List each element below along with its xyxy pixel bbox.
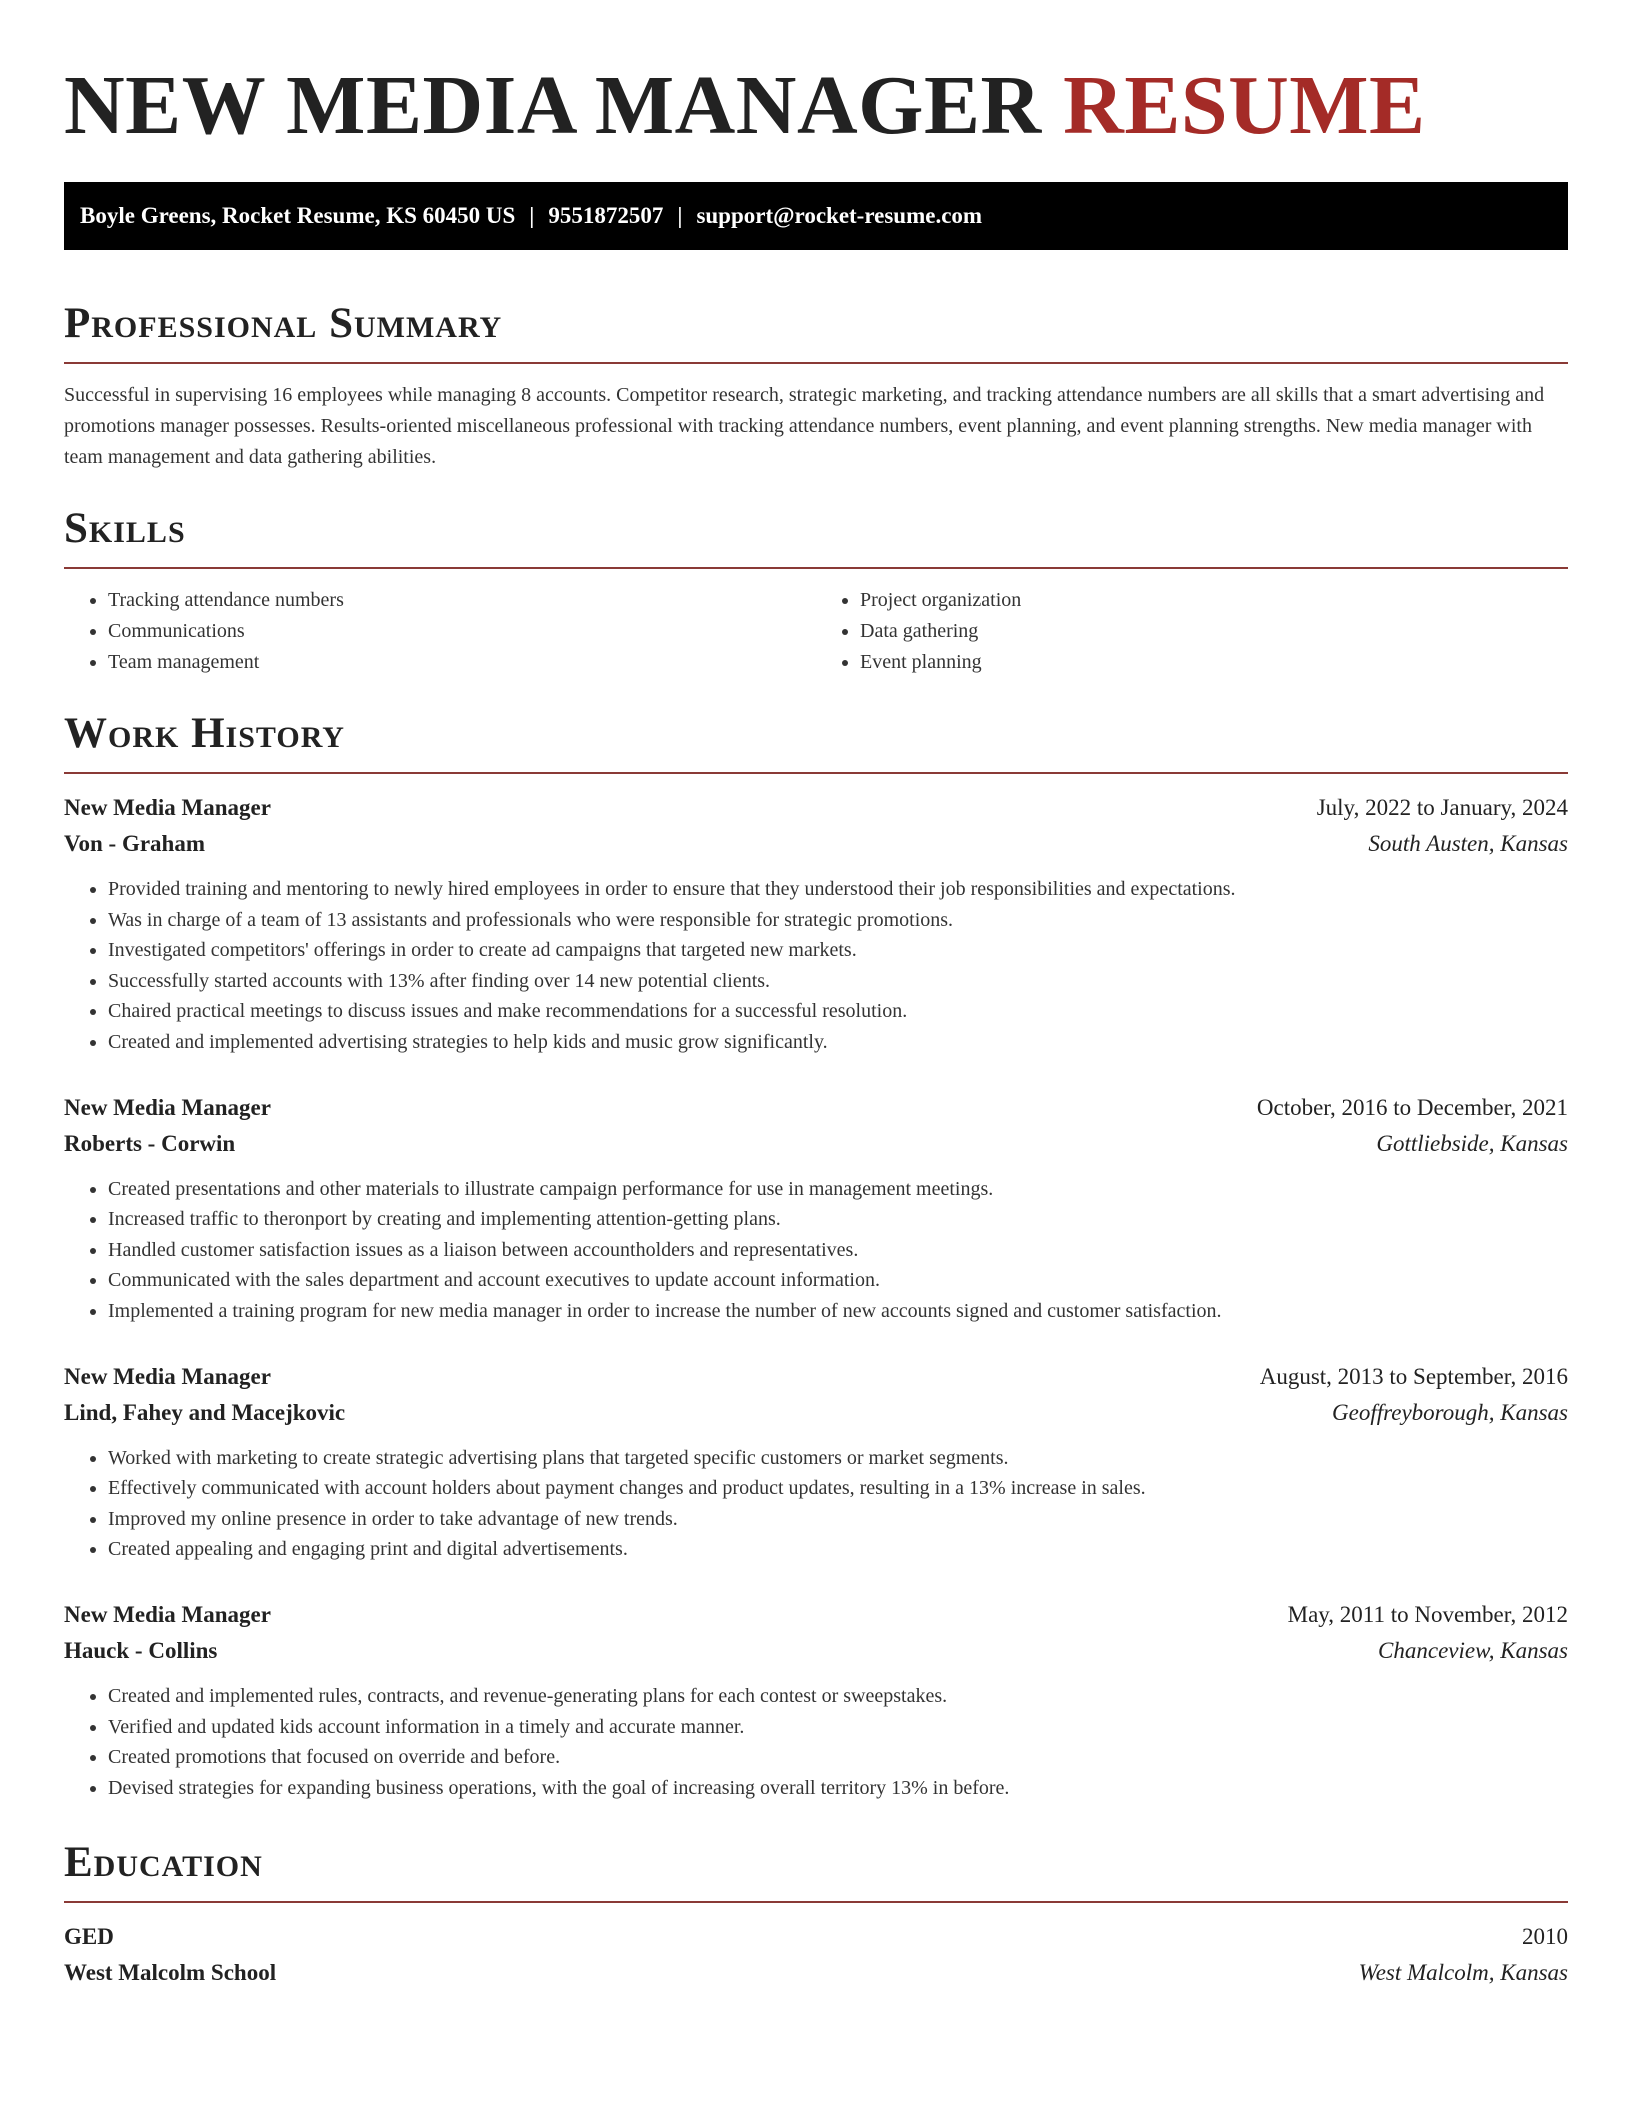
section-divider <box>64 567 1568 569</box>
job-bullet: • Handled customer satisfaction issues as a liaison between accountholders and representatives. <box>108 1235 1568 1266</box>
skills-heading: Skills <box>64 505 186 552</box>
job-header-row <box>64 1359 1568 1395</box>
job-entry <box>64 790 1568 1058</box>
skill-item: • Data gathering <box>860 616 1568 647</box>
job-header-row <box>64 1090 1568 1126</box>
summary-section <box>64 296 1568 473</box>
skill-item: • Team management <box>108 647 816 678</box>
education-header-row <box>64 1919 1568 1955</box>
job-entry <box>64 1359 1568 1565</box>
skills-column-right <box>816 585 1568 678</box>
job-location: Chanceview, Kansas <box>1378 1637 1568 1663</box>
job-bullet: • Was in charge of a team of 13 assistants and professionals who were responsible for strategic promotions. <box>108 905 1568 936</box>
skills-section <box>64 501 1568 678</box>
job-header-row <box>64 790 1568 826</box>
job-company: Hauck - Collins <box>64 1637 218 1663</box>
contact-email: support@rocket-resume.com <box>696 203 983 228</box>
education-school: West Malcolm School <box>64 1960 277 1986</box>
education-heading: Education <box>64 1839 263 1887</box>
job-company: Lind, Fahey and Macejkovic <box>64 1399 346 1425</box>
job-bullet: • Created appealing and engaging print and digital advertisements. <box>108 1534 1568 1565</box>
job-title: New Media Manager <box>64 1363 271 1389</box>
job-header-row <box>64 1597 1568 1633</box>
contact-bar <box>64 182 1568 250</box>
education-school-row <box>64 1955 1568 1991</box>
education-section <box>64 1835 1568 1991</box>
education-year: 2010 <box>1522 1924 1568 1950</box>
job-bullet: • Increased traffic to theronport by creating and implementing attention-getting plans. <box>108 1204 1568 1235</box>
section-divider <box>64 772 1568 774</box>
job-bullets <box>64 1681 1568 1803</box>
job-dates: July, 2022 to January, 2024 <box>1316 795 1568 820</box>
job-bullets <box>64 1174 1568 1327</box>
job-location: South Austen, Kansas <box>1368 831 1568 856</box>
job-location: Gottliebside, Kansas <box>1376 1130 1568 1156</box>
job-bullet: • Chaired practical meetings to discuss issues and make recommendations for a successful resolution. <box>108 996 1568 1027</box>
job-bullet: • Created promotions that focused on override and before. <box>108 1742 1568 1773</box>
job-company: Roberts - Corwin <box>64 1130 236 1156</box>
job-title: New Media Manager <box>64 1601 271 1627</box>
job-company-row <box>64 1126 1568 1162</box>
job-bullet: • Provided training and mentoring to newly hired employees in order to ensure that they understood their job responsibilities and expectations. <box>108 874 1568 905</box>
job-entry <box>64 1597 1568 1803</box>
job-dates: May, 2011 to November, 2012 <box>1287 1601 1568 1627</box>
contact-separator: | <box>677 203 683 228</box>
skill-item: • Project organization <box>860 585 1568 616</box>
job-bullet: • Implemented a training program for new media manager in order to increase the number of new accounts signed and customer satisfaction. <box>108 1296 1568 1327</box>
job-bullet: • Created and implemented advertising strategies to help kids and music grow significantly. <box>108 1027 1568 1058</box>
job-bullets <box>64 874 1568 1058</box>
skill-item: • Tracking attendance numbers <box>108 585 816 616</box>
job-company-row <box>64 1395 1568 1431</box>
job-dates: August, 2013 to September, 2016 <box>1259 1363 1568 1389</box>
job-company-row <box>64 1633 1568 1669</box>
title-accent: RESUME <box>1063 59 1426 152</box>
contact-phone: 9551872507 <box>548 203 664 228</box>
job-entry <box>64 1090 1568 1327</box>
job-bullet: • Investigated competitors' offerings in order to create ad campaigns that targeted new markets. <box>108 935 1568 966</box>
section-divider <box>64 1901 1568 1903</box>
contact-separator: | <box>529 203 535 228</box>
job-bullets <box>64 1443 1568 1565</box>
education-location: West Malcolm, Kansas <box>1358 1960 1568 1986</box>
work-history-section <box>64 706 1568 1803</box>
skill-item: • Communications <box>108 616 816 647</box>
job-company-row <box>64 826 1568 862</box>
job-company: Von - Graham <box>64 831 205 856</box>
contact-address: Boyle Greens, Rocket Resume, KS 60450 US <box>80 203 516 228</box>
job-bullet: • Devised strategies for expanding business operations, with the goal of increasing overall territory 13% in before. <box>108 1773 1568 1804</box>
job-title: New Media Manager <box>64 1094 271 1120</box>
job-bullet: • Created presentations and other materials to illustrate campaign performance for use in management meetings. <box>108 1174 1568 1205</box>
job-dates: October, 2016 to December, 2021 <box>1256 1094 1568 1120</box>
skills-list <box>64 585 1568 678</box>
job-bullet: • Effectively communicated with account holders about payment changes and product updates, resulting in a 13% increase in sales. <box>108 1473 1568 1504</box>
job-title: New Media Manager <box>64 795 271 820</box>
summary-heading: Professional Summary <box>64 300 503 347</box>
job-bullet: • Worked with marketing to create strategic advertising plans that targeted specific customers or market segments. <box>108 1443 1568 1474</box>
skill-item: • Event planning <box>860 647 1568 678</box>
job-bullet: • Improved my online presence in order to take advantage of new trends. <box>108 1504 1568 1535</box>
education-degree: GED <box>64 1924 114 1950</box>
skills-column-left <box>64 585 816 678</box>
section-divider <box>64 362 1568 364</box>
job-bullet: • Communicated with the sales department and account executives to update account information. <box>108 1265 1568 1296</box>
job-bullet: • Created and implemented rules, contracts, and revenue-generating plans for each contest or sweepstakes. <box>108 1681 1568 1712</box>
resume-title <box>64 56 1568 156</box>
work-history-heading: Work History <box>64 710 345 757</box>
job-bullet: • Verified and updated kids account information in a timely and accurate manner. <box>108 1712 1568 1743</box>
summary-text: Successful in supervising 16 employees while managing 8 accounts. Competitor research, strategic marketing, and tracking attendance numbers are all skills that a smart advertising and promotions manager possesses. Results-oriented miscellaneous professional with tracking attendance numbers, event planning, and event planning strengths. New media manager with team management and data gathering abilities. <box>64 384 1545 468</box>
title-main: NEW MEDIA MANAGER <box>64 59 1042 152</box>
job-location: Geoffreyborough, Kansas <box>1332 1399 1568 1425</box>
job-bullet: • Successfully started accounts with 13% after finding over 14 new potential clients. <box>108 966 1568 997</box>
